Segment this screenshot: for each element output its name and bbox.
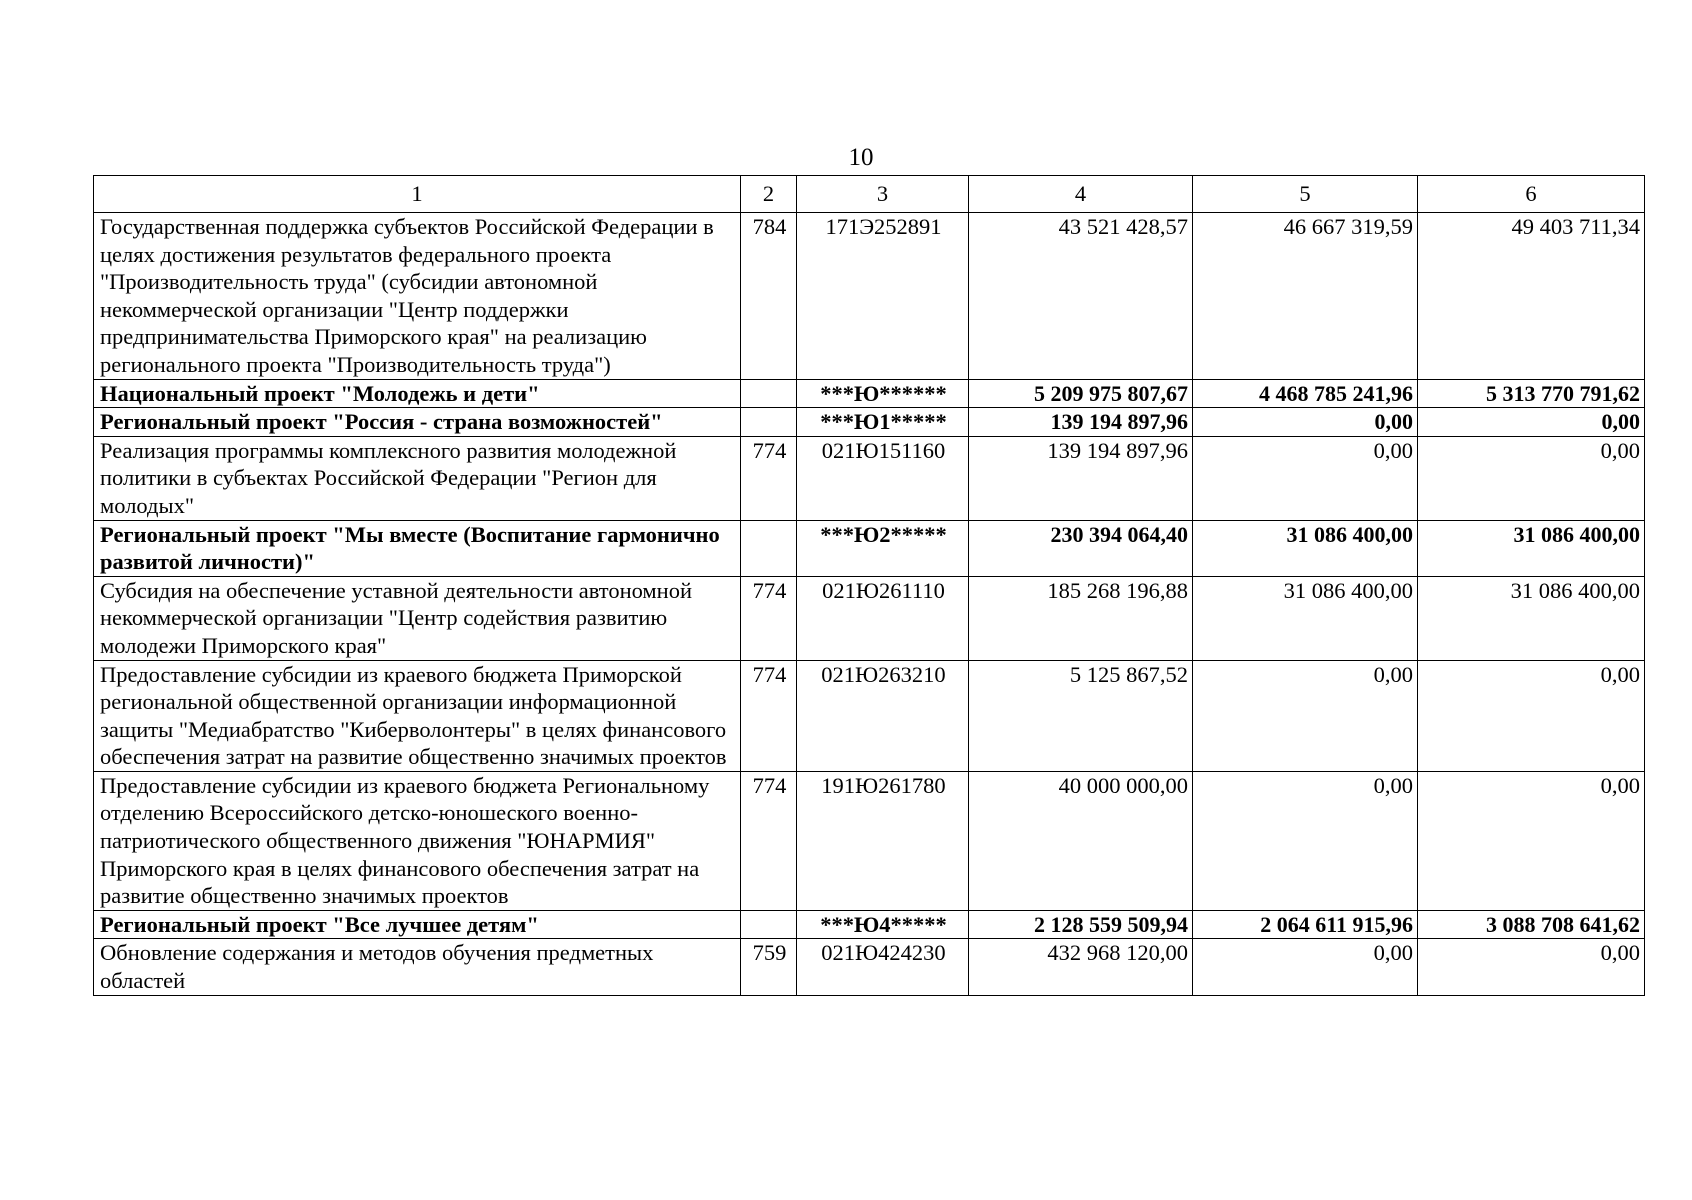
item-name: Национальный проект "Молодежь и дети" xyxy=(94,379,741,408)
header-col-6: 6 xyxy=(1418,176,1645,213)
ministry-code xyxy=(741,520,797,576)
amount-col-5: 0,00 xyxy=(1193,408,1418,437)
target-article-code: ***Ю1***** xyxy=(797,408,969,437)
amount-col-5: 0,00 xyxy=(1193,660,1418,771)
header-col-5: 5 xyxy=(1193,176,1418,213)
ministry-code: 774 xyxy=(741,436,797,520)
table-row xyxy=(94,436,1645,520)
amount-col-6: 0,00 xyxy=(1418,660,1645,771)
ministry-code xyxy=(741,379,797,408)
amount-col-6: 0,00 xyxy=(1418,771,1645,910)
amount-col-4: 5 209 975 807,67 xyxy=(969,379,1193,408)
table-row xyxy=(94,576,1645,660)
item-name: Региональный проект "Все лучшее детям" xyxy=(94,910,741,939)
amount-col-4: 139 194 897,96 xyxy=(969,408,1193,437)
amount-col-5: 0,00 xyxy=(1193,771,1418,910)
item-name: Предоставление субсидии из краевого бюджета Региональному отделению Всероссийского детско-юношеского военно-патриотического общественного движения "ЮНАРМИЯ" Приморского края в целях финансового обеспечения затрат на развитие общественно значимых проектов xyxy=(94,771,741,910)
ministry-code: 784 xyxy=(741,213,797,380)
amount-col-6: 0,00 xyxy=(1418,939,1645,995)
table-row xyxy=(94,213,1645,380)
amount-col-6: 0,00 xyxy=(1418,408,1645,437)
ministry-code: 774 xyxy=(741,660,797,771)
ministry-code xyxy=(741,408,797,437)
amount-col-6: 49 403 711,34 xyxy=(1418,213,1645,380)
amount-col-5: 4 468 785 241,96 xyxy=(1193,379,1418,408)
item-name: Региональный проект "Россия - страна возможностей" xyxy=(94,408,741,437)
target-article-code: ***Ю4***** xyxy=(797,910,969,939)
amount-col-5: 2 064 611 915,96 xyxy=(1193,910,1418,939)
amount-col-5: 31 086 400,00 xyxy=(1193,576,1418,660)
amount-col-6: 5 313 770 791,62 xyxy=(1418,379,1645,408)
item-name: Государственная поддержка субъектов Российской Федерации в целях достижения результатов федерального проекта "Производительность труда" (субсидии автономной некоммерческой организации "Центр поддержки предпринимательства Приморского края" на реализацию регионального проекта "Производительность труда") xyxy=(94,213,741,380)
ministry-code xyxy=(741,910,797,939)
table-row xyxy=(94,771,1645,910)
amount-col-4: 139 194 897,96 xyxy=(969,436,1193,520)
target-article-code: 191Ю261780 xyxy=(797,771,969,910)
item-name: Региональный проект "Мы вместе (Воспитание гармонично развитой личности)" xyxy=(94,520,741,576)
target-article-code: ***Ю****** xyxy=(797,379,969,408)
amount-col-5: 46 667 319,59 xyxy=(1193,213,1418,380)
ministry-code: 774 xyxy=(741,771,797,910)
amount-col-4: 40 000 000,00 xyxy=(969,771,1193,910)
target-article-code: 021Ю261110 xyxy=(797,576,969,660)
table-row-national-project xyxy=(94,379,1645,408)
item-name: Реализация программы комплексного развития молодежной политики в субъектах Российской Федерации "Регион для молодых" xyxy=(94,436,741,520)
table-row xyxy=(94,660,1645,771)
amount-col-5: 31 086 400,00 xyxy=(1193,520,1418,576)
amount-col-4: 432 968 120,00 xyxy=(969,939,1193,995)
item-name: Обновление содержания и методов обучения предметных областей xyxy=(94,939,741,995)
column-number-header xyxy=(94,176,1645,213)
header-col-4: 4 xyxy=(969,176,1193,213)
amount-col-4: 43 521 428,57 xyxy=(969,213,1193,380)
amount-col-6: 0,00 xyxy=(1418,436,1645,520)
header-col-2: 2 xyxy=(741,176,797,213)
table-row-regional-project xyxy=(94,910,1645,939)
target-article-code: 171Э252891 xyxy=(797,213,969,380)
target-article-code: ***Ю2***** xyxy=(797,520,969,576)
page-number: 10 xyxy=(848,144,874,171)
target-article-code: 021Ю424230 xyxy=(797,939,969,995)
amount-col-4: 2 128 559 509,94 xyxy=(969,910,1193,939)
amount-col-4: 230 394 064,40 xyxy=(969,520,1193,576)
header-col-3: 3 xyxy=(797,176,969,213)
table-row xyxy=(94,939,1645,995)
header-col-1: 1 xyxy=(94,176,741,213)
amount-col-6: 31 086 400,00 xyxy=(1418,576,1645,660)
amount-col-5: 0,00 xyxy=(1193,436,1418,520)
table-row-regional-project xyxy=(94,408,1645,437)
amount-col-5: 0,00 xyxy=(1193,939,1418,995)
target-article-code: 021Ю151160 xyxy=(797,436,969,520)
item-name: Предоставление субсидии из краевого бюджета Приморской региональной общественной организации информационной защиты "Медиабратство "Киберволонтеры" в целях финансового обеспечения затрат на развитие общественно значимых проектов xyxy=(94,660,741,771)
ministry-code: 774 xyxy=(741,576,797,660)
amount-col-4: 5 125 867,52 xyxy=(969,660,1193,771)
amount-col-4: 185 268 196,88 xyxy=(969,576,1193,660)
table-row-regional-project xyxy=(94,520,1645,576)
budget-table xyxy=(93,175,1645,996)
amount-col-6: 31 086 400,00 xyxy=(1418,520,1645,576)
amount-col-6: 3 088 708 641,62 xyxy=(1418,910,1645,939)
item-name: Субсидия на обеспечение уставной деятельности автономной некоммерческой организации "Центр содействия развитию молодежи Приморского края" xyxy=(94,576,741,660)
ministry-code: 759 xyxy=(741,939,797,995)
target-article-code: 021Ю263210 xyxy=(797,660,969,771)
